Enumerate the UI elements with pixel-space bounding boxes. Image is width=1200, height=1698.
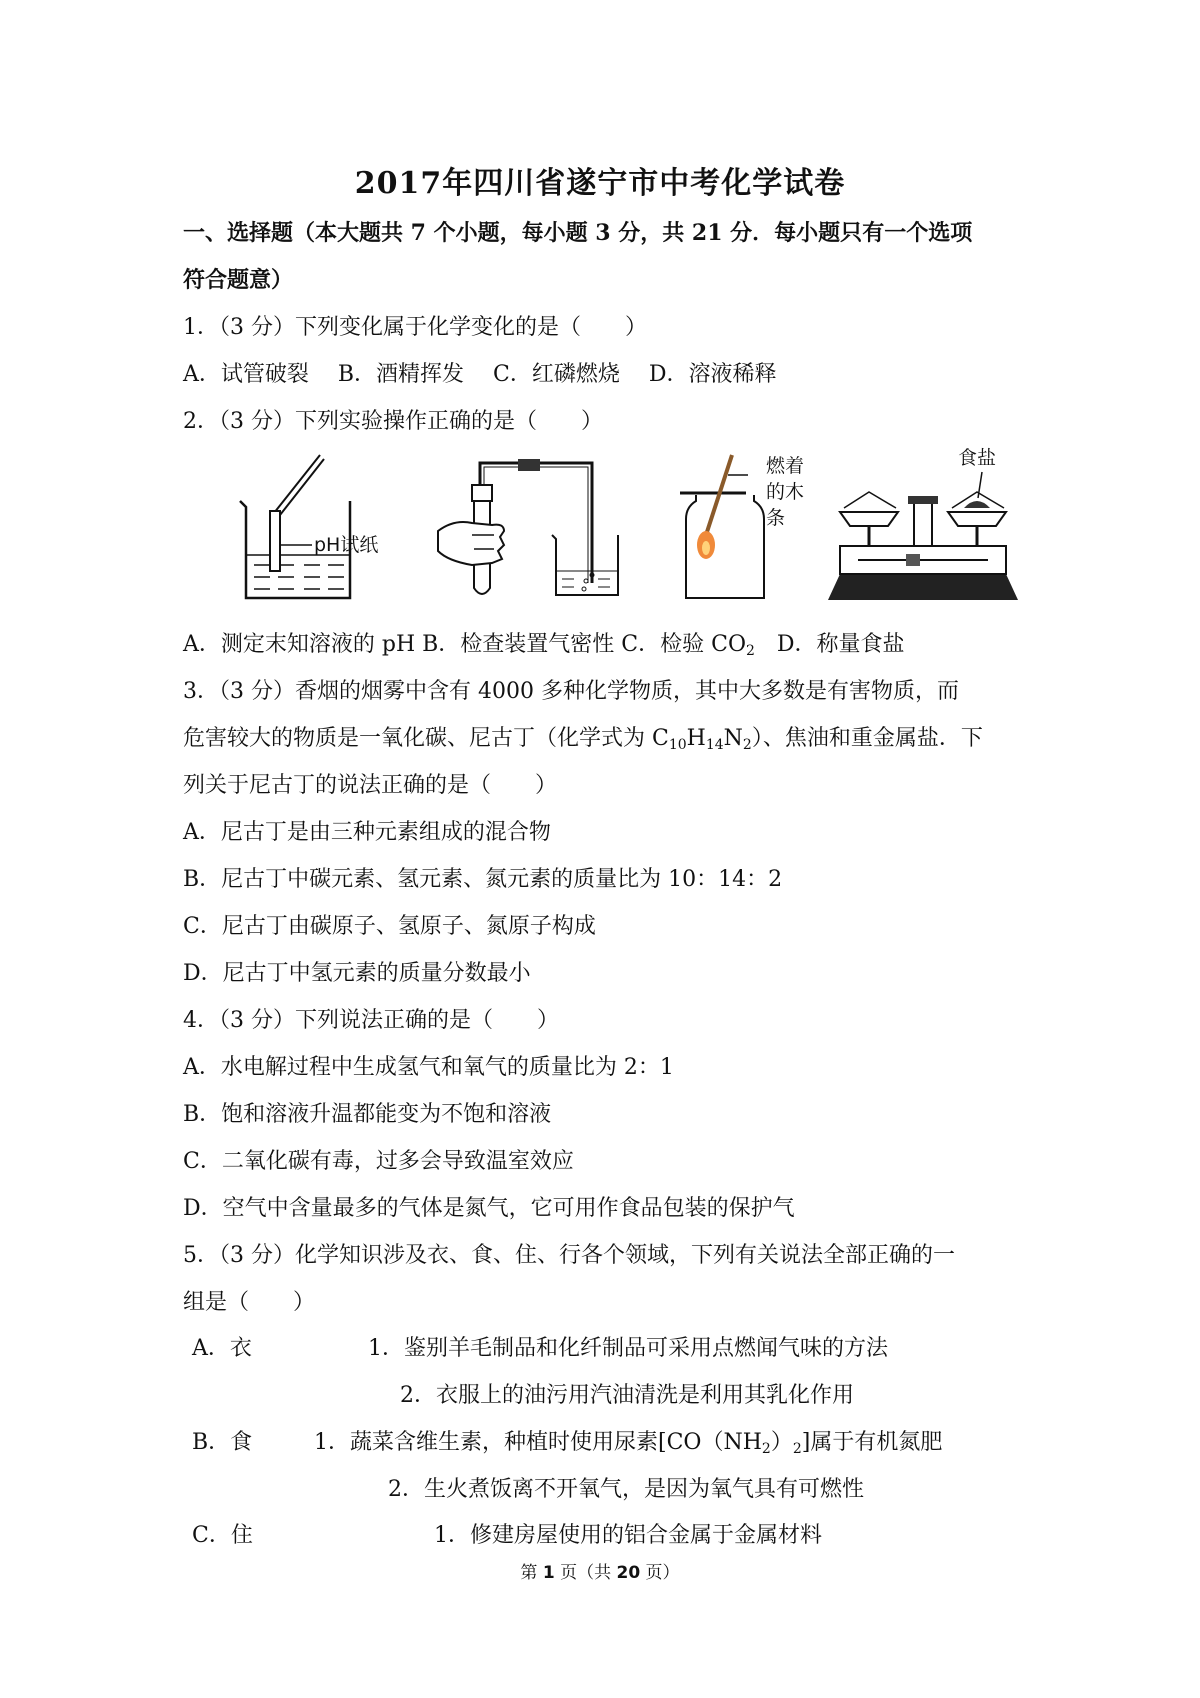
q3-h: H bbox=[686, 726, 706, 751]
page-footer bbox=[0, 1558, 1200, 1583]
q5-b1-post: ]属于有机氮肥 bbox=[801, 1430, 943, 1455]
q5-b1-mid: ） bbox=[770, 1430, 793, 1455]
footer-page-number: 1 bbox=[542, 1563, 555, 1583]
q5-line1: 5．（3 分）化学知识涉及衣、食、住、行各个领域，下列有关说法全部正确的一 bbox=[183, 1243, 955, 1268]
q5-b1-pre: 1．蔬菜含维生素，种植时使用尿素[CO（NH bbox=[314, 1430, 762, 1455]
section-heading-cont: 符合题意） bbox=[183, 267, 294, 293]
ph-paper-label: pH试纸 bbox=[314, 534, 379, 556]
q5-a-label: A．衣 bbox=[192, 1336, 252, 1361]
q3-sub-2: 2 bbox=[742, 737, 752, 753]
q5-a-item1: 1．鉴别羊毛制品和化纤制品可采用点燃闻气味的方法 bbox=[368, 1336, 888, 1361]
q4-option-a: A．水电解过程中生成氢气和氧气的质量比为 2：1 bbox=[183, 1055, 674, 1080]
q3-option-a: A．尼古丁是由三种元素组成的混合物 bbox=[183, 820, 551, 845]
figure-a-ph-test bbox=[232, 453, 422, 603]
burning-stick-label-2: 的木 bbox=[766, 481, 805, 503]
q5-b-item1 bbox=[314, 1428, 942, 1458]
q5-b1-sub2: 2 bbox=[792, 1441, 802, 1457]
q5-a-item2: 2．衣服上的油污用汽油清洗是利用其乳化作用 bbox=[400, 1383, 854, 1408]
footer-pre: 第 bbox=[520, 1563, 543, 1583]
q4-option-b: B．饱和溶液升温都能变为不饱和溶液 bbox=[183, 1102, 552, 1127]
q3-sub-10: 10 bbox=[668, 737, 687, 753]
q2-options-abc: A．测定末知溶液的 pH B．检查装置气密性 C．检验 CO bbox=[183, 632, 746, 657]
burning-stick-label-3: 条 bbox=[766, 507, 786, 529]
q3-option-b: B．尼古丁中碳元素、氢元素、氮元素的质量比为 10：14：2 bbox=[183, 867, 783, 892]
figure-c-co2-test bbox=[676, 453, 806, 603]
q4-option-c: C．二氧化碳有毒，过多会导致温室效应 bbox=[183, 1149, 574, 1174]
q5-b-item2: 2．生火煮饭离不开氧气，是因为氧气具有可燃性 bbox=[388, 1477, 864, 1502]
q2-co2-subscript: 2 bbox=[746, 643, 755, 659]
footer-post: 页） bbox=[640, 1563, 680, 1583]
figure-d-balance bbox=[818, 442, 1028, 604]
q3-sub-14: 14 bbox=[705, 737, 724, 753]
section-heading: 一、选择题（本大题共 7 个小题，每小题 3 分，共 21 分．每小题只有一个选项 bbox=[183, 220, 973, 246]
q5-c-label: C．住 bbox=[192, 1523, 253, 1548]
page-title: 2017年四川省遂宁市中考化学试卷 bbox=[354, 166, 846, 201]
q5-b-label: B．食 bbox=[192, 1430, 253, 1455]
q4-stem: 4．（3 分）下列说法正确的是（ ） bbox=[183, 1008, 559, 1033]
q2-stem: 2．（3 分）下列实验操作正确的是（ ） bbox=[183, 409, 603, 434]
footer-total-pages: 20 bbox=[616, 1563, 641, 1583]
salt-label: 食盐 bbox=[958, 447, 997, 469]
figure-b-airtightness bbox=[432, 453, 632, 603]
q1-stem: 1．（3 分）下列变化属于化学变化的是（ ） bbox=[183, 315, 647, 340]
q5-c-item1: 1．修建房屋使用的铝合金属于金属材料 bbox=[434, 1523, 822, 1548]
q3-line3: 列关于尼古丁的说法正确的是（ ） bbox=[183, 773, 558, 798]
q1-options: A．试管破裂 B．酒精挥发 C．红磷燃烧 D．溶液稀释 bbox=[183, 362, 777, 387]
q3-line2-post: ）、焦油和重金属盐．下 bbox=[751, 726, 983, 751]
q2-options bbox=[183, 630, 905, 660]
q3-option-d: D．尼古丁中氢元素的质量分数最小 bbox=[183, 961, 531, 986]
q4-option-d: D．空气中含量最多的气体是氮气，它可用作食品包装的保护气 bbox=[183, 1196, 795, 1221]
footer-mid: 页（共 bbox=[554, 1563, 617, 1583]
burning-stick-label-1: 燃着 bbox=[766, 455, 805, 477]
q5-b1-sub1: 2 bbox=[761, 1441, 771, 1457]
q3-line1: 3．（3 分）香烟的烟雾中含有 4000 多种化学物质，其中大多数是有害物质，而 bbox=[183, 679, 959, 704]
q3-option-c: C．尼古丁由碳原子、氢原子、氮原子构成 bbox=[183, 914, 596, 939]
q3-line2-pre: 危害较大的物质是一氧化碳、尼古丁（化学式为 C bbox=[183, 726, 669, 751]
q3-line2 bbox=[183, 724, 983, 754]
q3-n: N bbox=[723, 726, 743, 751]
q2-option-d: D．称量食盐 bbox=[754, 632, 905, 657]
q5-line2: 组是（ ） bbox=[183, 1290, 316, 1315]
